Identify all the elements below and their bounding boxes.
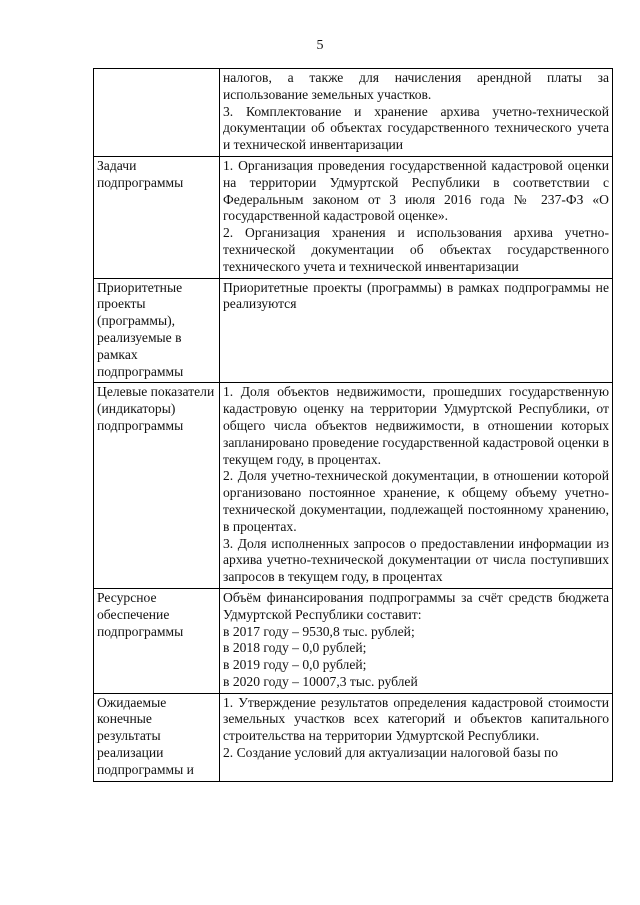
funding-line: в 2018 году – 0,0 рублей; [223, 640, 367, 656]
paragraph: 1. Утверждение результатов определения кадастровой стоимости земельных участков всех категорий и объектов капитального строительства на территории Удмуртской Республики. [223, 694, 609, 744]
paragraph: 2. Доля учетно-технической документации, в отношении которой организовано постоянное хранение, к общему объему учетно-технической документации, подлежащей постоянному хранению, в процентах. [223, 468, 609, 534]
row-label-target-indicators: Целевые показатели (индикаторы) подпрограммы [94, 383, 220, 589]
paragraph: 3. Доля исполненных запросов о предоставлении информации из архива учетно-технической документации от числа поступивших запросов в текущем году, в процентах [223, 535, 609, 585]
funding-line: в 2019 году – 0,0 рублей; [223, 657, 367, 673]
paragraph: 2. Создание условий для актуализации налоговой базы по [223, 745, 559, 761]
row-label-priority-projects: Приоритетные проекты (программы), реализуемые в рамках подпрограммы [94, 278, 220, 383]
row-content [220, 156, 613, 278]
row-content [220, 588, 613, 693]
paragraph: 2. Организация хранения и использования архива учетно-технической документации об объектах государственного технического учета и технической инвентаризации [223, 225, 609, 274]
paragraph: 3. Комплектование и хранение архива учетно-технической документации об объектах государственного технического учета и технической инвентаризации [223, 103, 609, 153]
row-content [220, 693, 613, 781]
table-row [94, 69, 613, 157]
funding-line: в 2017 году – 9530,8 тыс. рублей; [223, 623, 415, 639]
row-content [220, 69, 613, 157]
row-content [220, 278, 613, 383]
row-label-resources: Ресурсное обеспечение подпрограммы [94, 588, 220, 693]
row-label-tasks: Задачи подпрограммы [94, 156, 220, 278]
table-row [94, 383, 613, 589]
table-row [94, 156, 613, 278]
paragraph: Объём финансирования подпрограммы за счёт средств бюджета Удмуртской Республики составит: [223, 589, 609, 622]
row-label-expected-results: Ожидаемые конечные результаты реализации подпрограммы и [94, 693, 220, 781]
paragraph: Приоритетные проекты (программы) в рамках подпрограммы не реализуются [223, 279, 609, 312]
page-number: 5 [316, 38, 324, 53]
table-row [94, 693, 613, 781]
row-content [220, 383, 613, 589]
row-label-empty [94, 69, 220, 157]
paragraph: 1. Доля объектов недвижимости, прошедших государственную кадастровую оценку на территории Удмуртской Республики, от общего числа объектов недвижимости, в отношении которых запланировано проведение государственной кадастровой оценки в текущем году, в процентах. [223, 384, 609, 467]
paragraph: 1. Организация проведения государственной кадастровой оценки на территории Удмуртской Республики в соответствии с Федеральным законом от 3 июля 2016 года № 237-ФЗ «О государственной кадастровой оценке». [223, 157, 609, 224]
subprogram-passport-table [93, 68, 613, 782]
funding-line: в 2020 году – 10007,3 тыс. рублей [223, 673, 418, 689]
paragraph: налогов, а также для начисления арендной платы за использование земельных участков. [223, 70, 609, 102]
table-row [94, 278, 613, 383]
table-row [94, 588, 613, 693]
